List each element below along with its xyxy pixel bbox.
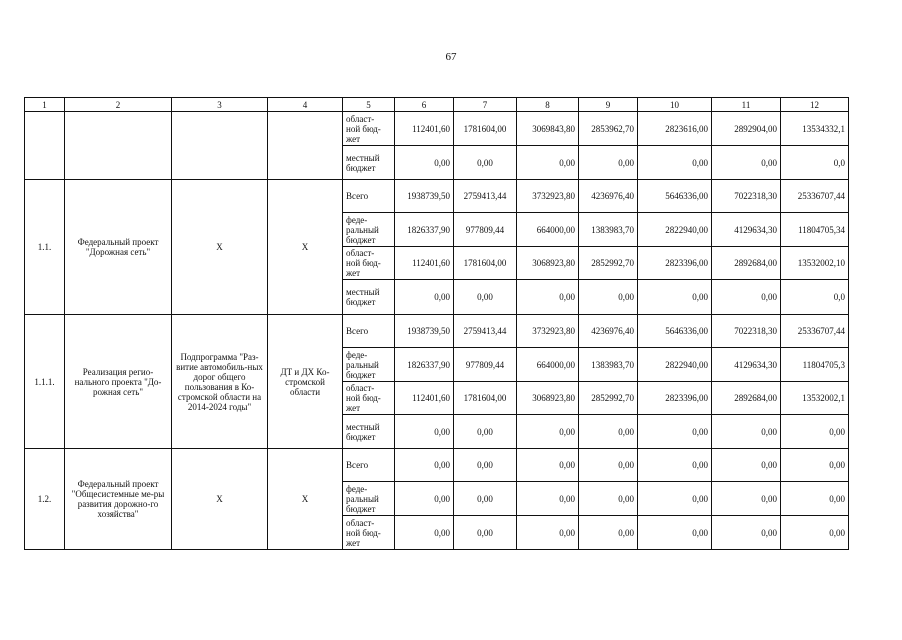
- value-cell: 977809,44: [454, 348, 517, 382]
- funding-source-line: местный: [346, 287, 380, 297]
- funding-source-line: бюджет: [346, 234, 376, 245]
- value-cell: 4236976,40: [579, 315, 638, 348]
- value-cell: 0,0: [781, 280, 849, 315]
- value-cell: 0,00: [579, 415, 638, 449]
- name-cell: Федеральный проект "Общесистемные ме-ры развития дорожно-го хозяйства": [65, 449, 172, 550]
- value-cell: 0,00: [454, 415, 517, 449]
- value-cell: 5646336,00: [638, 315, 712, 348]
- value-cell: 3068923,80: [517, 382, 579, 415]
- funding-source-line: ной бюд-: [346, 393, 381, 403]
- funding-source-cell: [343, 482, 395, 516]
- value-cell: 0,00: [638, 280, 712, 315]
- executor-cell: X: [268, 180, 343, 315]
- value-cell: 112401,60: [395, 382, 454, 415]
- value-cell: 2823396,00: [638, 382, 712, 415]
- table-row: [25, 449, 849, 482]
- value-cell: 0,00: [454, 482, 517, 516]
- value-cell: 13532002,1: [781, 382, 849, 415]
- funding-source-line: местный: [346, 152, 380, 163]
- value-cell: 0,0: [781, 146, 849, 180]
- funding-source-cell: [343, 112, 395, 146]
- name-cell: [65, 112, 172, 180]
- funding-source-line: феде-: [346, 214, 368, 225]
- value-cell: 1781604,00: [454, 112, 517, 146]
- value-cell: 0,00: [781, 449, 849, 482]
- value-cell: 25336707,44: [781, 315, 849, 348]
- funding-source-line: област-: [346, 383, 375, 393]
- funding-source-line: област-: [346, 113, 375, 124]
- value-cell: 3732923,80: [517, 180, 579, 213]
- value-cell: 112401,60: [395, 112, 454, 146]
- value-cell: 0,00: [579, 449, 638, 482]
- value-cell: 0,00: [712, 415, 781, 449]
- value-cell: 0,00: [517, 449, 579, 482]
- table-row: [25, 315, 849, 348]
- funding-source-line: жет: [346, 133, 361, 144]
- value-cell: 7022318,30: [712, 180, 781, 213]
- value-cell: 4129634,30: [712, 213, 781, 247]
- value-cell: 0,00: [517, 482, 579, 516]
- value-cell: 0,00: [638, 516, 712, 550]
- value-cell: 2852992,70: [579, 382, 638, 415]
- funding-source-cell: [343, 449, 395, 482]
- value-cell: 0,00: [454, 449, 517, 482]
- header-cell: 9: [579, 98, 638, 112]
- value-cell: 1938739,50: [395, 180, 454, 213]
- header-cell: 10: [638, 98, 712, 112]
- funding-source-cell: [343, 382, 395, 415]
- funding-source-line: ной бюд-: [346, 123, 381, 134]
- header-cell: 8: [517, 98, 579, 112]
- header-row: [25, 98, 849, 112]
- funding-source-line: ральный: [346, 493, 379, 504]
- funding-source-line: жет: [346, 403, 361, 413]
- header-cell: 1: [25, 98, 65, 112]
- value-cell: 0,00: [395, 482, 454, 516]
- value-cell: 1826337,90: [395, 348, 454, 382]
- funding-source-line: Всего: [346, 191, 369, 201]
- value-cell: 977809,44: [454, 213, 517, 247]
- funding-source-line: жет: [346, 537, 361, 548]
- value-cell: 2892904,00: [712, 112, 781, 146]
- value-cell: 0,00: [579, 280, 638, 315]
- value-cell: 2759413,44: [454, 180, 517, 213]
- value-cell: 112401,60: [395, 247, 454, 280]
- header-cell: 7: [454, 98, 517, 112]
- program-cell: X: [172, 180, 268, 315]
- value-cell: 25336707,44: [781, 180, 849, 213]
- name-cell: Реализация регио-нального проекта "До-рожная сеть": [65, 315, 172, 449]
- funding-source-cell: [343, 415, 395, 449]
- value-cell: 3732923,80: [517, 315, 579, 348]
- funding-source-cell: [343, 213, 395, 247]
- funding-source-line: феде-: [346, 483, 368, 494]
- value-cell: 0,00: [395, 146, 454, 180]
- value-cell: 0,00: [517, 280, 579, 315]
- value-cell: 2822940,00: [638, 213, 712, 247]
- funding-source-cell: [343, 280, 395, 315]
- value-cell: 664000,00: [517, 348, 579, 382]
- value-cell: 0,00: [712, 516, 781, 550]
- value-cell: 1781604,00: [454, 382, 517, 415]
- value-cell: 0,00: [517, 146, 579, 180]
- code-cell: 1.1.: [25, 180, 65, 315]
- program-cell: X: [172, 449, 268, 550]
- value-cell: 0,00: [395, 449, 454, 482]
- value-cell: 0,00: [712, 449, 781, 482]
- header-cell: 4: [268, 98, 343, 112]
- header-cell: 3: [172, 98, 268, 112]
- funding-source-cell: [343, 516, 395, 550]
- value-cell: 0,00: [638, 415, 712, 449]
- value-cell: 0,00: [579, 516, 638, 550]
- page-number: 67: [445, 51, 457, 63]
- value-cell: 0,00: [781, 516, 849, 550]
- funding-source-line: феде-: [346, 349, 368, 360]
- value-cell: 0,00: [638, 449, 712, 482]
- value-cell: 2892684,00: [712, 382, 781, 415]
- value-cell: 2853962,70: [579, 112, 638, 146]
- value-cell: 2822940,00: [638, 348, 712, 382]
- funding-source-line: ной бюд-: [346, 527, 381, 538]
- value-cell: 7022318,30: [712, 315, 781, 348]
- executor-cell: ДТ и ДХ Ко-стромской области: [268, 315, 343, 449]
- value-cell: 0,00: [579, 146, 638, 180]
- value-cell: 664000,00: [517, 213, 579, 247]
- funding-source-line: Всего: [346, 326, 369, 336]
- value-cell: 3069843,80: [517, 112, 579, 146]
- budget-table: [24, 97, 849, 550]
- value-cell: 1826337,90: [395, 213, 454, 247]
- table-row: [25, 112, 849, 146]
- header-cell: 11: [712, 98, 781, 112]
- funding-source-line: бюджет: [346, 503, 376, 514]
- value-cell: 11804705,34: [781, 213, 849, 247]
- value-cell: 4129634,30: [712, 348, 781, 382]
- funding-source-cell: [343, 146, 395, 180]
- value-cell: 0,00: [395, 415, 454, 449]
- value-cell: 0,00: [454, 516, 517, 550]
- value-cell: 0,00: [712, 280, 781, 315]
- funding-source-line: жет: [346, 268, 361, 278]
- funding-source-line: ральный: [346, 359, 379, 370]
- value-cell: 3068923,80: [517, 247, 579, 280]
- value-cell: 5646336,00: [638, 180, 712, 213]
- funding-source-line: местный: [346, 421, 380, 432]
- name-cell: Федеральный проект "Дорожная сеть": [65, 180, 172, 315]
- value-cell: 11804705,3: [781, 348, 849, 382]
- funding-source-line: бюджет: [346, 369, 376, 380]
- value-cell: 0,00: [395, 516, 454, 550]
- funding-source-cell: [343, 348, 395, 382]
- value-cell: 0,00: [454, 280, 517, 315]
- value-cell: 13532002,10: [781, 247, 849, 280]
- value-cell: 2823396,00: [638, 247, 712, 280]
- funding-source-line: бюджет: [346, 431, 376, 442]
- value-cell: 2852992,70: [579, 247, 638, 280]
- value-cell: 0,00: [712, 482, 781, 516]
- value-cell: 1383983,70: [579, 213, 638, 247]
- value-cell: 4236976,40: [579, 180, 638, 213]
- value-cell: 0,00: [454, 146, 517, 180]
- value-cell: 0,00: [781, 415, 849, 449]
- value-cell: 1938739,50: [395, 315, 454, 348]
- program-cell: Подпрограмма "Раз-витие автомобиль-ных дорог общего пользования в Ко-стромской области на 2014-2024 годы": [172, 315, 268, 449]
- funding-source-line: Всего: [346, 460, 369, 470]
- value-cell: 0,00: [517, 415, 579, 449]
- value-cell: 2759413,44: [454, 315, 517, 348]
- value-cell: 0,00: [395, 280, 454, 315]
- value-cell: 1383983,70: [579, 348, 638, 382]
- value-cell: 0,00: [579, 482, 638, 516]
- funding-source-line: бюджет: [346, 297, 376, 307]
- executor-cell: X: [268, 449, 343, 550]
- executor-cell: [268, 112, 343, 180]
- header-cell: 6: [395, 98, 454, 112]
- code-cell: [25, 112, 65, 180]
- value-cell: 0,00: [638, 146, 712, 180]
- funding-source-line: област-: [346, 248, 375, 258]
- value-cell: 0,00: [781, 482, 849, 516]
- header-cell: 2: [65, 98, 172, 112]
- value-cell: 13534332,1: [781, 112, 849, 146]
- value-cell: 1781604,00: [454, 247, 517, 280]
- code-cell: 1.1.1.: [25, 315, 65, 449]
- value-cell: 2823616,00: [638, 112, 712, 146]
- code-cell: 1.2.: [25, 449, 65, 550]
- header-cell: 5: [343, 98, 395, 112]
- funding-source-cell: [343, 247, 395, 280]
- funding-source-cell: [343, 315, 395, 348]
- value-cell: 0,00: [638, 482, 712, 516]
- funding-source-line: ральный: [346, 224, 379, 235]
- header-cell: 12: [781, 98, 849, 112]
- value-cell: 0,00: [517, 516, 579, 550]
- funding-source-line: ной бюд-: [346, 258, 381, 268]
- value-cell: 0,00: [712, 146, 781, 180]
- value-cell: 2892684,00: [712, 247, 781, 280]
- funding-source-line: бюджет: [346, 162, 376, 173]
- funding-source-cell: [343, 180, 395, 213]
- table-row: [25, 180, 849, 213]
- funding-source-line: област-: [346, 517, 375, 528]
- program-cell: [172, 112, 268, 180]
